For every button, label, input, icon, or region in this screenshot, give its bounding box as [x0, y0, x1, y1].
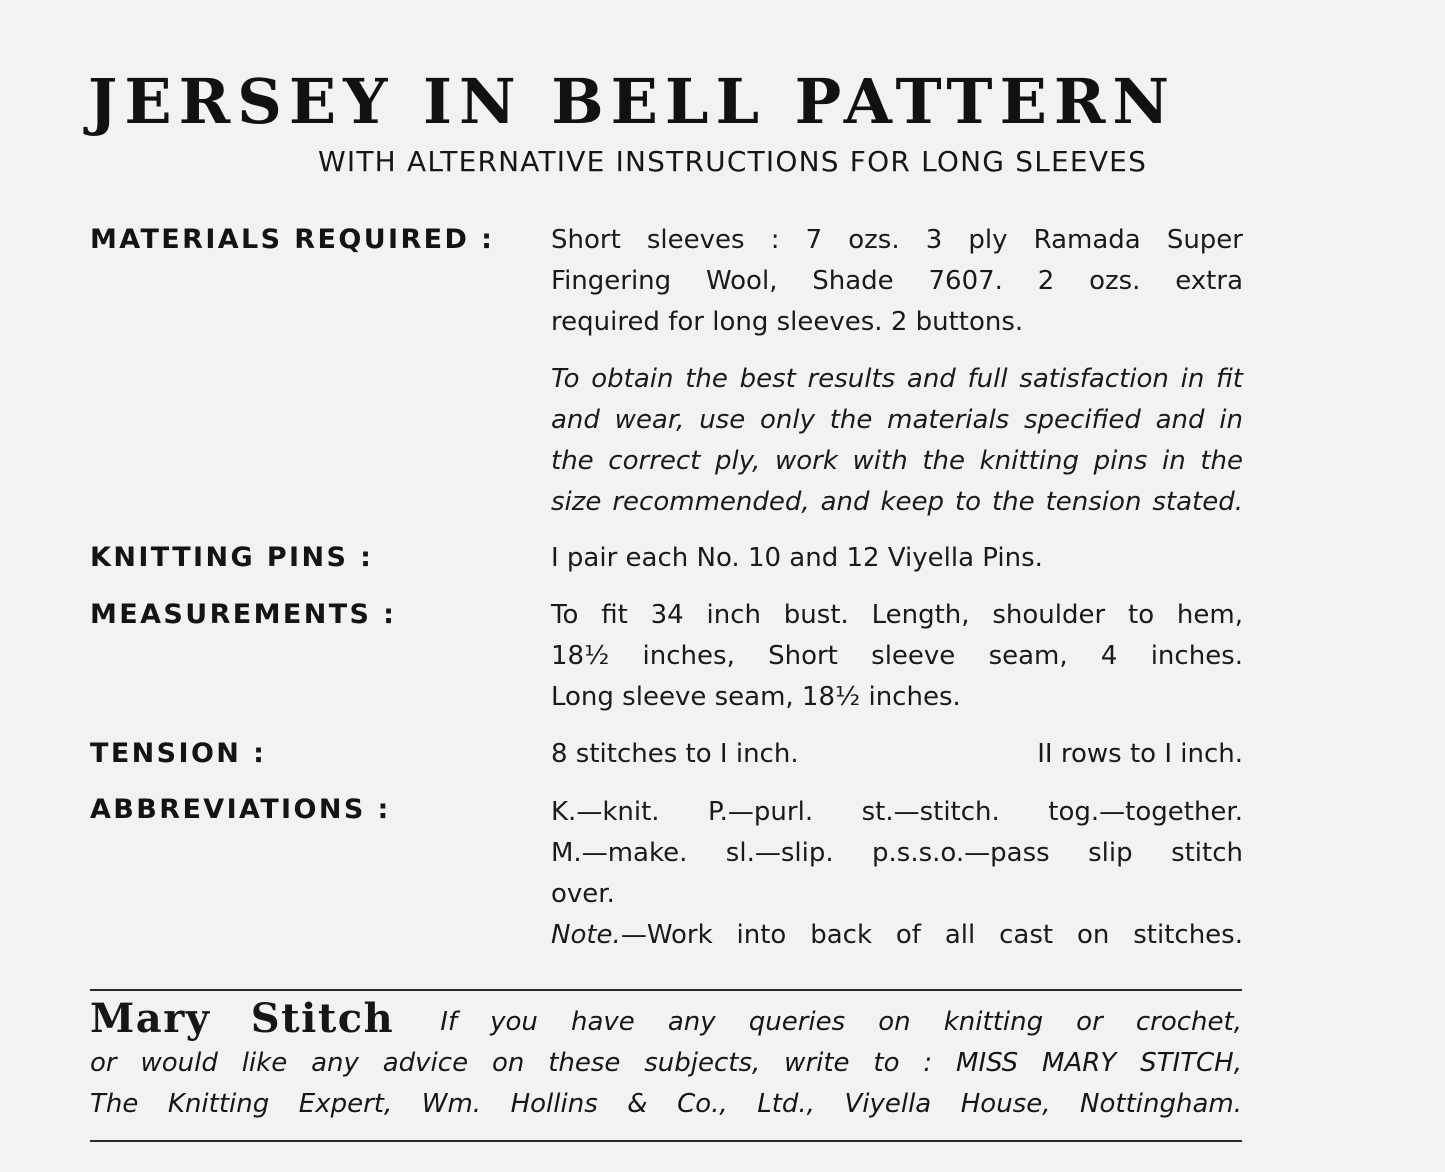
tension-label: TENSION : — [90, 738, 267, 769]
knitting-pins-line: I pair each No. 10 and 12 Viyella Pins. — [551, 543, 1043, 573]
materials-line: required for long sleeves. 2 buttons. — [551, 307, 1024, 337]
abbreviations-line: K.—knit. P.—purl. st.—stitch. tog.—together. — [551, 797, 1243, 827]
abbreviations-note-text: —Work into back of all cast on stitches. — [620, 920, 1243, 950]
abbreviations-note — [551, 915, 1243, 956]
knitting-pins-label: KNITTING PINS : — [90, 542, 374, 573]
measurements-label: MEASUREMENTS : — [90, 599, 397, 630]
materials-note-line: the correct ply, work with the knitting pins in the — [551, 446, 1243, 476]
tension-text — [551, 734, 1243, 775]
abbreviations-note-label: Note. — [551, 920, 621, 950]
abbreviations-text — [551, 792, 1243, 956]
tension-rows: II rows to I inch. — [1037, 739, 1243, 769]
footer — [90, 995, 1242, 1125]
materials-note-line: size recommended, and keep to the tension stated. — [551, 487, 1243, 517]
materials-line: Short sleeves : 7 ozs. 3 ply Ramada Super — [551, 225, 1243, 255]
footer-bottom-rule — [90, 1140, 1242, 1142]
measurements-line: 18½ inches, Short sleeve seam, 4 inches. — [551, 641, 1243, 671]
page-subtitle: WITH ALTERNATIVE INSTRUCTIONS FOR LONG SLEEVES — [318, 145, 1148, 178]
footer-line-2: or would like any advice on these subjects, write to : MISS MARY STITCH, — [90, 1048, 1242, 1078]
measurements-line: Long sleeve seam, 18½ inches. — [551, 682, 961, 712]
brand-name: Mary Stitch — [90, 995, 395, 1042]
materials-note-line: and wear, use only the materials specified and in — [551, 405, 1243, 435]
tension-stitches: 8 stitches to I inch. — [551, 739, 799, 769]
measurements-text — [551, 595, 1243, 718]
footer-top-rule — [90, 989, 1242, 991]
abbreviations-line: over. — [551, 879, 615, 909]
materials-line: Fingering Wool, Shade 7607. 2 ozs. extra — [551, 266, 1243, 296]
footer-line-3: The Knitting Expert, Wm. Hollins & Co., Ltd., Viyella House, Nottingham. — [90, 1089, 1242, 1119]
footer-line-1-text: If you have any queries on knitting or crochet, — [440, 1007, 1242, 1037]
knitting-pins-text — [551, 538, 1243, 579]
measurements-line: To fit 34 inch bust. Length, shoulder to hem, — [551, 600, 1243, 630]
page-title: JERSEY IN BELL PATTERN — [88, 65, 1177, 138]
footer-line-1 — [90, 995, 1242, 1043]
materials-label: MATERIALS REQUIRED : — [90, 224, 495, 255]
materials-note-line: To obtain the best results and full satisfaction in fit — [551, 364, 1243, 394]
abbreviations-line: M.—make. sl.—slip. p.s.s.o.—pass slip stitch — [551, 838, 1243, 868]
materials-note — [551, 359, 1243, 523]
abbreviations-label: ABBREVIATIONS : — [90, 794, 391, 825]
materials-text — [551, 220, 1243, 343]
